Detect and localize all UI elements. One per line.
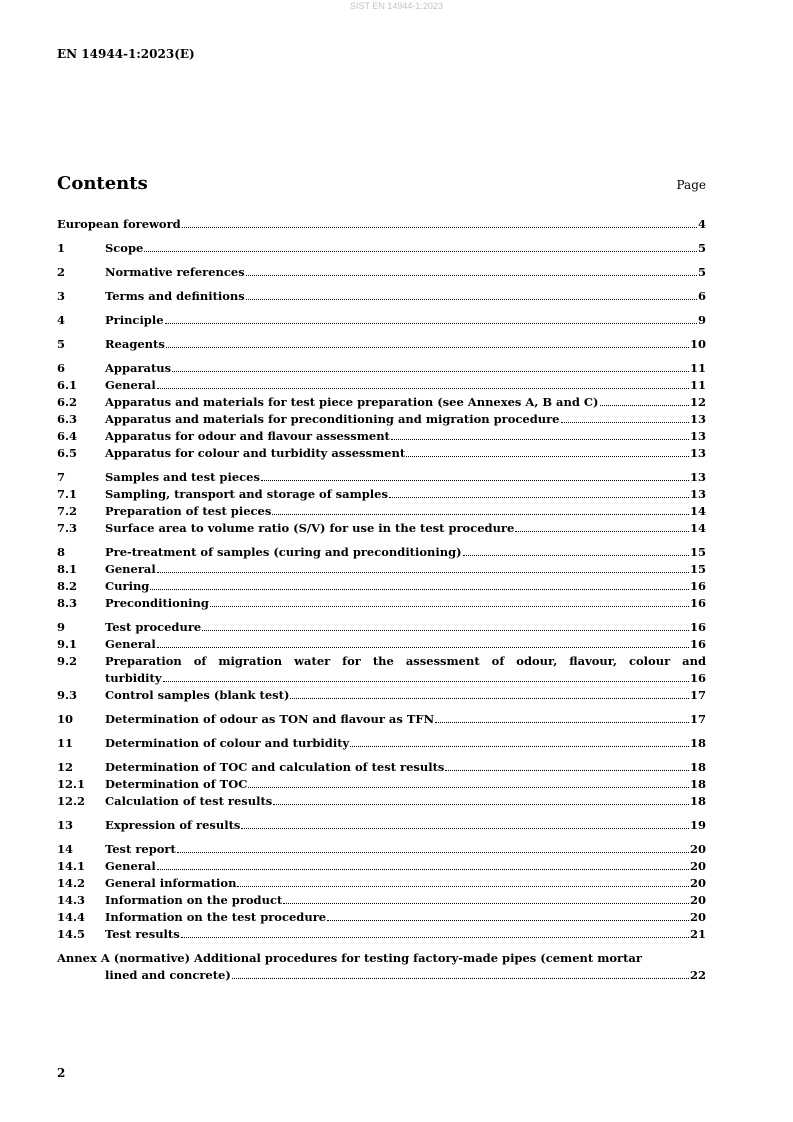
toc-dot-leader bbox=[163, 681, 689, 682]
toc-entry-title: Preparation of test pieces bbox=[105, 504, 272, 518]
toc-entry-page: 18 bbox=[689, 760, 706, 774]
toc-entry-title: General bbox=[105, 859, 156, 873]
toc-entry-number: 12.1 bbox=[57, 777, 86, 791]
toc-entry-title: Control samples (blank test) bbox=[105, 688, 290, 702]
toc-entry-title: Principle bbox=[105, 313, 164, 327]
toc-dot-leader bbox=[144, 251, 697, 252]
toc-entry[interactable] bbox=[57, 735, 706, 752]
toc-entry-title: Surface area to volume ratio (S/V) for use in the test procedure bbox=[105, 521, 515, 535]
toc-entry[interactable] bbox=[57, 687, 706, 704]
toc-entry[interactable] bbox=[57, 486, 706, 503]
toc-entry-page: 15 bbox=[689, 545, 706, 559]
toc-entry[interactable] bbox=[57, 503, 706, 520]
toc-entry-title: Determination of TOC bbox=[105, 777, 248, 791]
toc-entry-page: 13 bbox=[689, 470, 706, 484]
toc-entry-title: General bbox=[105, 562, 156, 576]
toc-entry-number: 6.1 bbox=[57, 378, 78, 392]
toc-entry-title: Samples and test pieces bbox=[105, 470, 260, 484]
toc-entry-number: 6 bbox=[57, 361, 66, 375]
toc-dot-leader bbox=[406, 456, 689, 457]
toc-entry-number: 9.1 bbox=[57, 637, 78, 651]
toc-entry-title: Apparatus bbox=[105, 361, 172, 375]
toc-entry-title: Determination of colour and turbidity bbox=[105, 736, 350, 750]
watermark: SIST EN 14944-1:2023 bbox=[350, 1, 443, 11]
toc-dot-leader bbox=[157, 572, 689, 573]
page-column-label: Page bbox=[676, 178, 706, 192]
toc-entry-title: Normative references bbox=[105, 265, 245, 279]
toc-entry[interactable] bbox=[57, 892, 706, 909]
toc-entry-title: Apparatus and materials for preconditioning and migration procedure bbox=[105, 412, 560, 426]
toc-dot-leader bbox=[157, 388, 689, 389]
toc-entry-page: 4 bbox=[697, 217, 706, 231]
toc-entry-title: Test report bbox=[105, 842, 176, 856]
toc-entry-title: Sampling, transport and storage of samples bbox=[105, 487, 388, 501]
toc-entry-page: 5 bbox=[697, 265, 706, 279]
toc-dot-leader bbox=[150, 589, 689, 590]
toc-entry-number: 6.2 bbox=[57, 395, 78, 409]
toc-dot-leader bbox=[232, 978, 689, 979]
toc-entry-page: 20 bbox=[689, 893, 706, 907]
toc-dot-leader bbox=[273, 804, 689, 805]
toc-entry-annex-a[interactable] bbox=[57, 950, 706, 984]
toc-dot-leader bbox=[561, 422, 689, 423]
toc-dot-leader bbox=[241, 828, 689, 829]
page-number: 2 bbox=[57, 1066, 66, 1080]
toc-entry[interactable] bbox=[57, 759, 706, 776]
toc-entry[interactable] bbox=[57, 312, 706, 329]
toc-dot-leader bbox=[463, 555, 689, 556]
toc-entry-title: Determination of odour as TON and flavour as TFN bbox=[105, 712, 435, 726]
document-id: EN 14944-1:2023(E) bbox=[57, 47, 195, 61]
toc-dot-leader bbox=[182, 227, 697, 228]
toc-entry-page: 17 bbox=[689, 712, 706, 726]
toc-entry-page: 10 bbox=[689, 337, 706, 351]
toc-entry[interactable] bbox=[57, 561, 706, 578]
toc-entry-number: 14 bbox=[57, 842, 74, 856]
toc-entry-number: 6.4 bbox=[57, 429, 78, 443]
toc-entry-title: Test procedure bbox=[105, 620, 202, 634]
toc-entry[interactable] bbox=[57, 544, 706, 561]
toc-dot-leader bbox=[248, 787, 689, 788]
toc-entry-page: 16 bbox=[689, 579, 706, 593]
toc-entry-page: 14 bbox=[689, 521, 706, 535]
toc-entry-title-continued: turbidity bbox=[105, 671, 162, 685]
toc-entry-number: 10 bbox=[57, 712, 74, 726]
toc-entry-title: Apparatus and materials for test piece preparation (see Annexes A, B and C) bbox=[105, 395, 599, 409]
toc-entry-title: Apparatus for colour and turbidity assessment bbox=[105, 446, 406, 460]
toc-entry-number: 8.1 bbox=[57, 562, 78, 576]
toc-entry-title: Curing bbox=[105, 579, 150, 593]
toc-dot-leader bbox=[237, 886, 689, 887]
toc-entry[interactable] bbox=[57, 636, 706, 653]
toc-entry-page: 22 bbox=[689, 968, 706, 982]
toc-entry-page: 13 bbox=[689, 487, 706, 501]
toc-entry-number: 14.5 bbox=[57, 927, 86, 941]
toc-entry-page: 15 bbox=[689, 562, 706, 576]
toc-dot-leader bbox=[391, 439, 689, 440]
toc-entry-title: Test results bbox=[105, 927, 180, 941]
toc-entry-number: 9 bbox=[57, 620, 66, 634]
toc-entry-page: 13 bbox=[689, 446, 706, 460]
toc-entry-title: Expression of results bbox=[105, 818, 241, 832]
toc-dot-leader bbox=[515, 531, 689, 532]
toc-entry[interactable] bbox=[57, 776, 706, 793]
toc-entry-number: 7.3 bbox=[57, 521, 78, 535]
toc-entry-page: 6 bbox=[697, 289, 706, 303]
toc-entry-number: 6.5 bbox=[57, 446, 78, 460]
toc-entry-title: General bbox=[105, 637, 156, 651]
toc-entry[interactable] bbox=[57, 394, 706, 411]
toc-dot-leader bbox=[445, 770, 689, 771]
toc-entry-title: General bbox=[105, 378, 156, 392]
toc-entry[interactable] bbox=[57, 653, 706, 687]
toc-entry[interactable] bbox=[57, 411, 706, 428]
toc-entry-number: 12 bbox=[57, 760, 74, 774]
toc-entry-number: 8 bbox=[57, 545, 66, 559]
toc-entry-page: 11 bbox=[689, 361, 706, 375]
toc-entry-number: 13 bbox=[57, 818, 74, 832]
toc-entry[interactable] bbox=[57, 909, 706, 926]
toc-dot-leader bbox=[600, 405, 689, 406]
toc-entry-number: 7 bbox=[57, 470, 66, 484]
toc-entry-number: 1 bbox=[57, 241, 66, 255]
toc-dot-leader bbox=[157, 869, 689, 870]
toc-entry-title: Terms and definitions bbox=[105, 289, 245, 303]
toc-entry[interactable] bbox=[57, 595, 706, 612]
toc-entry[interactable] bbox=[57, 445, 706, 462]
toc-entry[interactable] bbox=[57, 288, 706, 305]
toc-entry[interactable] bbox=[57, 264, 706, 281]
toc-entry-page: 20 bbox=[689, 859, 706, 873]
toc-entry-title: Pre-treatment of samples (curing and preconditioning) bbox=[105, 545, 462, 559]
toc-entry-title: General information bbox=[105, 876, 237, 890]
toc-entry-number: 6.3 bbox=[57, 412, 78, 426]
toc-entry-title: Information on the test procedure bbox=[105, 910, 327, 924]
toc-entry-number: 14.1 bbox=[57, 859, 86, 873]
toc-entry-page: 11 bbox=[689, 378, 706, 392]
toc-dot-leader bbox=[435, 722, 689, 723]
toc-entry-page: 21 bbox=[689, 927, 706, 941]
toc-entry-number: 8.3 bbox=[57, 596, 78, 610]
toc-entry-page: 18 bbox=[689, 736, 706, 750]
toc-entry-number: 14.3 bbox=[57, 893, 86, 907]
toc-entry[interactable] bbox=[57, 926, 706, 943]
toc-dot-leader bbox=[272, 514, 689, 515]
toc-dot-leader bbox=[166, 347, 689, 348]
toc-dot-leader bbox=[181, 937, 689, 938]
toc-entry-page: 16 bbox=[689, 620, 706, 634]
toc-entry[interactable] bbox=[57, 793, 706, 810]
toc-entry-number: 2 bbox=[57, 265, 66, 279]
toc-dot-leader bbox=[290, 698, 689, 699]
contents-heading: Contents bbox=[57, 173, 148, 194]
toc-entry-page: 20 bbox=[689, 842, 706, 856]
toc-dot-leader bbox=[177, 852, 689, 853]
toc-entry-page: 19 bbox=[689, 818, 706, 832]
toc-entry-page: 16 bbox=[689, 596, 706, 610]
toc-entry-title: Apparatus for odour and flavour assessment bbox=[105, 429, 390, 443]
toc-dot-leader bbox=[283, 903, 689, 904]
toc-dot-leader bbox=[246, 299, 697, 300]
toc-entry-number: 5 bbox=[57, 337, 66, 351]
toc-entry-title: Preparation of migration water for the assessment of odour, flavour, colour and bbox=[105, 654, 706, 668]
toc-dot-leader bbox=[165, 323, 697, 324]
toc-dot-leader bbox=[210, 606, 689, 607]
toc-entry[interactable] bbox=[57, 711, 706, 728]
toc-entry-number: 14.2 bbox=[57, 876, 86, 890]
toc-entry-title: Determination of TOC and calculation of test results bbox=[105, 760, 445, 774]
toc-entry[interactable] bbox=[57, 336, 706, 353]
toc-entry[interactable] bbox=[57, 817, 706, 834]
toc-entry-title: Information on the product bbox=[105, 893, 283, 907]
toc-entry-title: Scope bbox=[105, 241, 144, 255]
toc-entry[interactable] bbox=[57, 875, 706, 892]
toc-entry-number: 9.2 bbox=[57, 654, 78, 668]
toc-entry[interactable] bbox=[57, 619, 706, 636]
toc-entry-title: Annex A (normative) Additional procedures for testing factory-made pipes (cement mortar bbox=[57, 951, 642, 965]
toc-entry-page: 16 bbox=[689, 637, 706, 651]
toc-entry-page: 12 bbox=[689, 395, 706, 409]
toc-entry-page: 13 bbox=[689, 429, 706, 443]
toc-dot-leader bbox=[157, 647, 689, 648]
toc-dot-leader bbox=[350, 746, 689, 747]
toc-entry-page: 14 bbox=[689, 504, 706, 518]
toc-entry[interactable] bbox=[57, 520, 706, 537]
toc-entry-page: 9 bbox=[697, 313, 706, 327]
toc-entry-number: 8.2 bbox=[57, 579, 78, 593]
toc-entry[interactable] bbox=[57, 469, 706, 486]
toc-entry-number: 7.1 bbox=[57, 487, 78, 501]
table-of-contents bbox=[57, 216, 706, 984]
toc-entry-title: Calculation of test results bbox=[105, 794, 273, 808]
toc-entry[interactable] bbox=[57, 428, 706, 445]
toc-entry-page: 5 bbox=[697, 241, 706, 255]
toc-dot-leader bbox=[202, 630, 689, 631]
toc-entry-page: 20 bbox=[689, 910, 706, 924]
toc-entry-title: Preconditioning bbox=[105, 596, 209, 610]
toc-entry-title: Reagents bbox=[105, 337, 165, 351]
toc-dot-leader bbox=[246, 275, 697, 276]
toc-entry-page: 20 bbox=[689, 876, 706, 890]
toc-entry[interactable] bbox=[57, 216, 706, 233]
toc-entry[interactable] bbox=[57, 240, 706, 257]
toc-entry-title-continued: lined and concrete) bbox=[105, 968, 231, 982]
toc-entry-page: 18 bbox=[689, 794, 706, 808]
toc-entry-title: European foreword bbox=[57, 217, 181, 231]
toc-dot-leader bbox=[261, 480, 689, 481]
toc-entry-number: 14.4 bbox=[57, 910, 86, 924]
toc-entry-page: 17 bbox=[689, 688, 706, 702]
toc-entry[interactable] bbox=[57, 360, 706, 377]
toc-entry[interactable] bbox=[57, 578, 706, 595]
toc-entry-page: 13 bbox=[689, 412, 706, 426]
toc-entry-page: 18 bbox=[689, 777, 706, 791]
toc-entry[interactable] bbox=[57, 841, 706, 858]
toc-entry[interactable] bbox=[57, 858, 706, 875]
toc-entry-number: 3 bbox=[57, 289, 66, 303]
toc-entry[interactable] bbox=[57, 377, 706, 394]
toc-entry-number: 12.2 bbox=[57, 794, 86, 808]
toc-dot-leader bbox=[172, 371, 689, 372]
toc-entry-page: 16 bbox=[689, 671, 706, 685]
toc-entry-number: 7.2 bbox=[57, 504, 78, 518]
toc-entry-number: 4 bbox=[57, 313, 66, 327]
toc-dot-leader bbox=[389, 497, 689, 498]
toc-entry-number: 9.3 bbox=[57, 688, 78, 702]
toc-dot-leader bbox=[327, 920, 689, 921]
toc-entry-number: 11 bbox=[57, 736, 74, 750]
